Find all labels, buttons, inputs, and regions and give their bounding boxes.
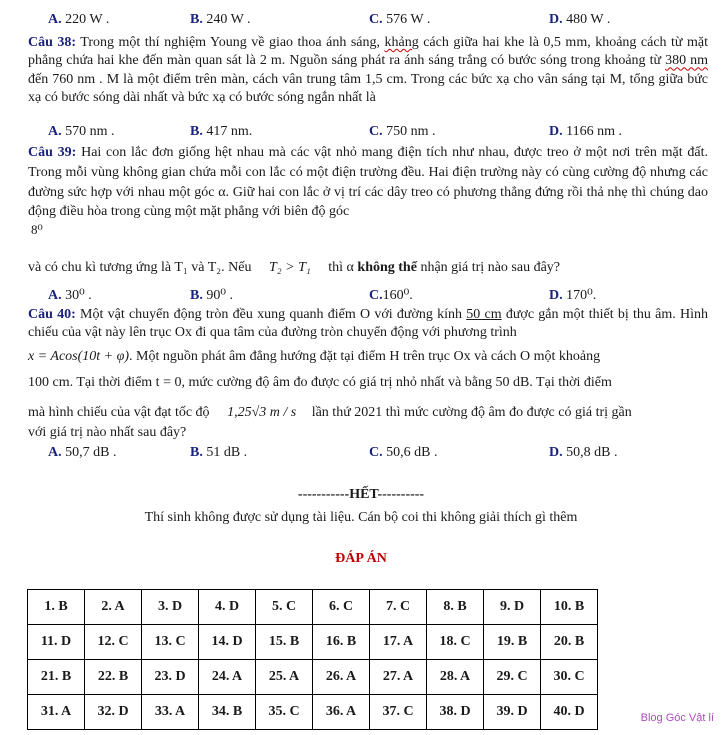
q40-text-a: Một vật chuyển động tròn đều xung quanh điểm O với đường kính	[75, 307, 467, 322]
q40-label: Câu 40:	[28, 307, 76, 322]
brand-watermark: Blog Góc Vật lí	[640, 712, 714, 724]
q38-option-c: C. 750 nm .	[369, 124, 436, 139]
q40-eq-line	[28, 349, 600, 365]
answer-cell: 26. A	[313, 660, 370, 695]
q39-option-a: A. 30⁰ .	[48, 288, 92, 303]
q39-line2-c: nhận giá trị nào sau đây?	[416, 260, 560, 275]
q40-speed-b: lần thứ 2021 thì mức cường độ âm đo được có giá trị gần	[311, 405, 632, 420]
answer-cell: 31. A	[28, 695, 85, 730]
q38-label: Câu 38:	[28, 35, 77, 50]
q39-amplitude: 8⁰	[31, 222, 43, 237]
q39-condition: T₂ > T₁	[269, 260, 311, 275]
q38-option-b: B. 417 nm.	[190, 124, 253, 139]
q38-text-c: đến 760 nm . M là một điểm trên màn, cách vân trung tâm 1,5 cm. Trong các bức xạ cho vân sáng tại M, tổng giữa bức xạ có bước sóng dài nhất và bức xạ có bước sóng ngắn nhất là	[28, 71, 708, 106]
answer-cell: 36. A	[313, 695, 370, 730]
answer-cell: 34. B	[199, 695, 256, 730]
answer-cell: 28. A	[427, 660, 484, 695]
answer-cell: 12. C	[85, 625, 142, 660]
q40-speed-a: mà hình chiếu của vật đạt tốc độ	[28, 405, 210, 420]
answer-cell: 16. B	[313, 625, 370, 660]
answer-cell: 4. D	[199, 590, 256, 625]
answer-cell: 9. D	[484, 590, 541, 625]
answer-cell: 3. D	[142, 590, 199, 625]
exam-note: Thí sinh không được sử dụng tài liệu. Cán bộ coi thi không giải thích gì thêm	[144, 510, 578, 525]
q40-speed: 1,25√3 m / s	[227, 405, 297, 420]
answer-cell: 27. A	[370, 660, 427, 695]
answer-cell: 30. C	[541, 660, 598, 695]
q39-line2	[28, 260, 560, 276]
answer-cell: 25. A	[256, 660, 313, 695]
q39-text: Hai con lắc đơn giống hệt nhau mà các vật nhỏ mang điện tích như nhau, được treo ở một nơi trên mặt đất. Trong mỗi vùng không gian chứa mỗi con lắc có một điện trường đều. Hai điện trường này có cùng cường độ nhưng các đường sức hợp với nhau một góc α. Giữ hai con lắc ở vị trí các dây treo có phương thẳng đứng rồi thả nhẹ thì chúng dao động điều hòa trong cùng một mặt phẳng với biên độ góc	[28, 145, 709, 220]
answers-title: ĐÁP ÁN	[335, 551, 387, 566]
q39-option-d: D. 170⁰.	[549, 288, 597, 303]
q39-line2-b: thì α	[328, 260, 358, 275]
q39-label: Câu 39:	[28, 145, 77, 160]
answer-cell: 13. C	[142, 625, 199, 660]
q37-option-c: C. 576 W .	[369, 12, 431, 27]
answer-cell: 5. C	[256, 590, 313, 625]
q40-underline: 50 cm	[466, 307, 502, 322]
q40-speed-line	[28, 405, 632, 421]
answer-cell: 40. D	[541, 695, 598, 730]
q38-option-d: D. 1166 nm .	[549, 124, 622, 139]
q38-squiggle-1: khảng	[384, 35, 419, 50]
q40-eq-text: . Một nguồn phát âm đẳng hướng đặt tại điểm H trên trục Ox và cách O một khoảng	[129, 349, 601, 364]
q37-option-d: D. 480 W .	[549, 12, 611, 27]
answer-cell: 19. B	[484, 625, 541, 660]
answer-cell: 33. A	[142, 695, 199, 730]
q40-option-d: D. 50,8 dB .	[549, 445, 618, 460]
answer-cell: 8. B	[427, 590, 484, 625]
answer-cell: 17. A	[370, 625, 427, 660]
q40-line-100: 100 cm. Tại thời điểm t = 0, mức cường độ âm đo được có giá trị nhỏ nhất và bằng 50 dB. Tại thời điểm	[28, 375, 612, 390]
answer-cell: 32. D	[85, 695, 142, 730]
answer-cell: 11. D	[28, 625, 85, 660]
q40-equation: x = Acos(10t + φ)	[28, 349, 130, 364]
answer-row	[28, 590, 598, 625]
q39-option-c: C.160⁰.	[369, 288, 413, 303]
answer-cell: 1. B	[28, 590, 85, 625]
answer-row	[28, 660, 598, 695]
end-mark: -----------HẾT----------	[297, 487, 425, 502]
answer-cell: 2. A	[85, 590, 142, 625]
answer-row	[28, 695, 598, 730]
answer-cell: 23. D	[142, 660, 199, 695]
question-39	[28, 143, 708, 222]
answer-cell: 10. B	[541, 590, 598, 625]
answer-cell: 18. C	[427, 625, 484, 660]
answer-cell: 14. D	[199, 625, 256, 660]
answer-cell: 21. B	[28, 660, 85, 695]
answer-cell: 39. D	[484, 695, 541, 730]
q40-option-a: A. 50,7 dB .	[48, 445, 117, 460]
answer-table	[27, 589, 598, 730]
q39-line2-bold: không thể	[357, 260, 417, 275]
q38-squiggle-2: 380 nm	[665, 53, 708, 69]
q37-option-a: A. 220 W .	[48, 12, 110, 27]
answer-cell: 37. C	[370, 695, 427, 730]
answer-cell: 20. B	[541, 625, 598, 660]
q40-option-c: C. 50,6 dB .	[369, 445, 438, 460]
q40-option-b: B. 51 dB .	[190, 445, 248, 460]
answer-cell: 6. C	[313, 590, 370, 625]
q40-last-line: với giá trị nào nhất sau đây?	[28, 425, 187, 440]
q38-option-a: A. 570 nm .	[48, 124, 115, 139]
answer-cell: 35. C	[256, 695, 313, 730]
answer-cell: 24. A	[199, 660, 256, 695]
q39-line2-a: và có chu kì tương ứng là T₁ và T₂. Nếu	[28, 260, 252, 275]
q38-text-a: Trong một thí nghiệm Young về giao thoa ánh sáng,	[76, 35, 385, 50]
q38-text-b: cách giữa hai khe là 0,5 mm, khoảng cách từ mặt phẳng chứa hai khe đến màn quan sát là 2 m. Nguồn sáng phát ra ánh sáng trắng có bước sóng trong khoảng từ	[28, 35, 709, 69]
answer-cell: 38. D	[427, 695, 484, 730]
question-40	[28, 306, 708, 343]
answer-cell: 29. C	[484, 660, 541, 695]
answer-row	[28, 625, 598, 660]
q39-option-b: B. 90⁰ .	[190, 288, 233, 303]
answer-cell: 7. C	[370, 590, 427, 625]
answer-cell: 22. B	[85, 660, 142, 695]
answer-cell: 15. B	[256, 625, 313, 660]
q37-option-b: B. 240 W .	[190, 12, 251, 27]
q40-text-b: được gắn một thiết bị thu âm. Hình chiếu của vật này lên trục Ox đi qua tâm của đường tròn chuyển động với phương trình	[28, 307, 708, 341]
question-38	[28, 34, 708, 108]
